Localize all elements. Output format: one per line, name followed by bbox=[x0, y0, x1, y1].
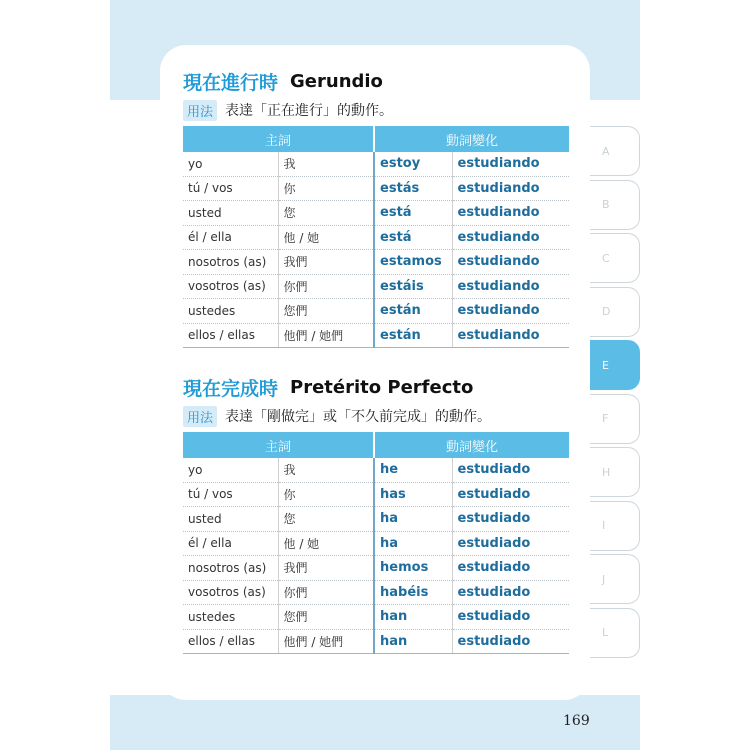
subject-es-cell: tú / vos bbox=[183, 176, 278, 201]
page-number: 169 bbox=[563, 713, 590, 729]
section-title-es: Pretérito Perfecto bbox=[290, 376, 474, 398]
table-row bbox=[183, 152, 569, 176]
participle-cell: estudiado bbox=[452, 580, 569, 605]
subject-es-cell: ustedes bbox=[183, 605, 278, 630]
section-title bbox=[183, 372, 569, 402]
subject-zh-cell: 您們 bbox=[278, 299, 374, 324]
subject-zh-cell: 他們 / 她們 bbox=[278, 323, 374, 348]
subject-es-cell: ellos / ellas bbox=[183, 629, 278, 654]
usage-badge: 用法 bbox=[183, 406, 217, 427]
alphabet-index-tabs bbox=[590, 126, 640, 661]
auxiliary-verb-cell: estáis bbox=[374, 274, 452, 299]
subject-zh-cell: 我們 bbox=[278, 556, 374, 581]
participle-cell: estudiado bbox=[452, 629, 569, 654]
subject-zh-cell: 我們 bbox=[278, 250, 374, 275]
subject-es-cell: él / ella bbox=[183, 225, 278, 250]
page-bottom-band bbox=[110, 695, 640, 750]
auxiliary-verb-cell: estás bbox=[374, 176, 452, 201]
index-tab-letter: E bbox=[602, 358, 609, 372]
section-title-zh: 現在進行時 bbox=[183, 71, 279, 94]
auxiliary-verb-cell: están bbox=[374, 299, 452, 324]
index-tab-letter: J bbox=[602, 572, 606, 586]
table-header-row bbox=[183, 432, 569, 458]
index-tab-letter: D bbox=[602, 305, 611, 318]
subject-es-cell: él / ella bbox=[183, 531, 278, 556]
auxiliary-verb-cell: está bbox=[374, 225, 452, 250]
conjugation-table bbox=[183, 432, 569, 654]
auxiliary-verb-cell: han bbox=[374, 605, 452, 630]
table-row bbox=[183, 250, 569, 275]
usage-line bbox=[183, 96, 569, 124]
table-row bbox=[183, 507, 569, 532]
index-tab-letter: C bbox=[602, 251, 610, 265]
usage-badge: 用法 bbox=[183, 100, 217, 121]
subject-es-cell: nosotros (as) bbox=[183, 556, 278, 581]
subject-zh-cell: 他 / 她 bbox=[278, 225, 374, 250]
auxiliary-verb-cell: han bbox=[374, 629, 452, 654]
index-tab-l[interactable] bbox=[590, 608, 640, 658]
subject-zh-cell: 你們 bbox=[278, 274, 374, 299]
subject-es-cell: usted bbox=[183, 201, 278, 226]
index-tab-h[interactable] bbox=[590, 447, 640, 497]
table-row bbox=[183, 605, 569, 630]
subject-es-cell: tú / vos bbox=[183, 482, 278, 507]
subject-zh-cell: 他 / 她 bbox=[278, 531, 374, 556]
index-tab-letter: B bbox=[602, 198, 610, 211]
subject-zh-cell: 您 bbox=[278, 201, 374, 226]
table-row bbox=[183, 323, 569, 348]
table-row bbox=[183, 201, 569, 226]
section-title-zh: 現在完成時 bbox=[183, 377, 279, 400]
participle-cell: estudiando bbox=[452, 176, 569, 201]
section-preterito-perfecto bbox=[183, 372, 569, 654]
participle-cell: estudiando bbox=[452, 299, 569, 324]
participle-cell: estudiando bbox=[452, 274, 569, 299]
auxiliary-verb-cell: has bbox=[374, 482, 452, 507]
subject-zh-cell: 您 bbox=[278, 507, 374, 532]
table-row bbox=[183, 225, 569, 250]
auxiliary-verb-cell: ha bbox=[374, 531, 452, 556]
section-title-es: Gerundio bbox=[290, 70, 383, 92]
participle-cell: estudiado bbox=[452, 531, 569, 556]
auxiliary-verb-cell: he bbox=[374, 458, 452, 482]
participle-cell: estudiado bbox=[452, 507, 569, 532]
index-tab-i[interactable] bbox=[590, 501, 640, 551]
index-tab-letter: H bbox=[602, 465, 611, 479]
subject-es-cell: ellos / ellas bbox=[183, 323, 278, 348]
participle-cell: estudiando bbox=[452, 152, 569, 176]
table-header-row bbox=[183, 126, 569, 152]
table-row bbox=[183, 629, 569, 654]
index-tab-a[interactable] bbox=[590, 126, 640, 176]
subject-zh-cell: 你們 bbox=[278, 580, 374, 605]
table-row bbox=[183, 580, 569, 605]
index-tab-letter: L bbox=[602, 626, 609, 639]
index-tab-letter: I bbox=[602, 519, 606, 532]
usage-text: 表達「正在進行」的動作。 bbox=[225, 103, 394, 119]
index-tab-letter: F bbox=[602, 412, 609, 425]
section-title bbox=[183, 66, 569, 96]
subject-zh-cell: 他們 / 她們 bbox=[278, 629, 374, 654]
participle-cell: estudiado bbox=[452, 482, 569, 507]
subject-es-cell: yo bbox=[183, 152, 278, 176]
header-verb: 動詞變化 bbox=[374, 126, 569, 152]
header-subject: 主詞 bbox=[183, 432, 374, 458]
participle-cell: estudiado bbox=[452, 605, 569, 630]
table-row bbox=[183, 531, 569, 556]
table-row bbox=[183, 274, 569, 299]
subject-es-cell: yo bbox=[183, 458, 278, 482]
table-row bbox=[183, 458, 569, 482]
index-tab-letter: A bbox=[602, 144, 610, 158]
auxiliary-verb-cell: están bbox=[374, 323, 452, 348]
subject-es-cell: nosotros (as) bbox=[183, 250, 278, 275]
table-row bbox=[183, 299, 569, 324]
participle-cell: estudiado bbox=[452, 556, 569, 581]
auxiliary-verb-cell: habéis bbox=[374, 580, 452, 605]
header-verb: 動詞變化 bbox=[374, 432, 569, 458]
conjugation-table bbox=[183, 126, 569, 348]
auxiliary-verb-cell: está bbox=[374, 201, 452, 226]
subject-es-cell: usted bbox=[183, 507, 278, 532]
participle-cell: estudiando bbox=[452, 250, 569, 275]
subject-zh-cell: 你 bbox=[278, 176, 374, 201]
usage-text: 表達「剛做完」或「不久前完成」的動作。 bbox=[225, 409, 492, 425]
subject-zh-cell: 我 bbox=[278, 152, 374, 176]
index-tab-f[interactable] bbox=[590, 394, 640, 444]
participle-cell: estudiando bbox=[452, 225, 569, 250]
index-tab-b[interactable] bbox=[590, 180, 640, 230]
subject-zh-cell: 你 bbox=[278, 482, 374, 507]
index-tab-e[interactable] bbox=[590, 340, 640, 390]
table-row bbox=[183, 482, 569, 507]
subject-es-cell: vosotros (as) bbox=[183, 274, 278, 299]
auxiliary-verb-cell: ha bbox=[374, 507, 452, 532]
usage-line bbox=[183, 402, 569, 430]
participle-cell: estudiando bbox=[452, 323, 569, 348]
subject-es-cell: ustedes bbox=[183, 299, 278, 324]
participle-cell: estudiado bbox=[452, 458, 569, 482]
subject-zh-cell: 我 bbox=[278, 458, 374, 482]
auxiliary-verb-cell: estamos bbox=[374, 250, 452, 275]
participle-cell: estudiando bbox=[452, 201, 569, 226]
header-subject: 主詞 bbox=[183, 126, 374, 152]
table-row bbox=[183, 556, 569, 581]
index-tab-c[interactable] bbox=[590, 233, 640, 283]
index-tab-d[interactable] bbox=[590, 287, 640, 337]
index-tab-j[interactable] bbox=[590, 554, 640, 604]
section-gerundio bbox=[183, 66, 569, 348]
subject-zh-cell: 您們 bbox=[278, 605, 374, 630]
table-row bbox=[183, 176, 569, 201]
auxiliary-verb-cell: hemos bbox=[374, 556, 452, 581]
subject-es-cell: vosotros (as) bbox=[183, 580, 278, 605]
auxiliary-verb-cell: estoy bbox=[374, 152, 452, 176]
